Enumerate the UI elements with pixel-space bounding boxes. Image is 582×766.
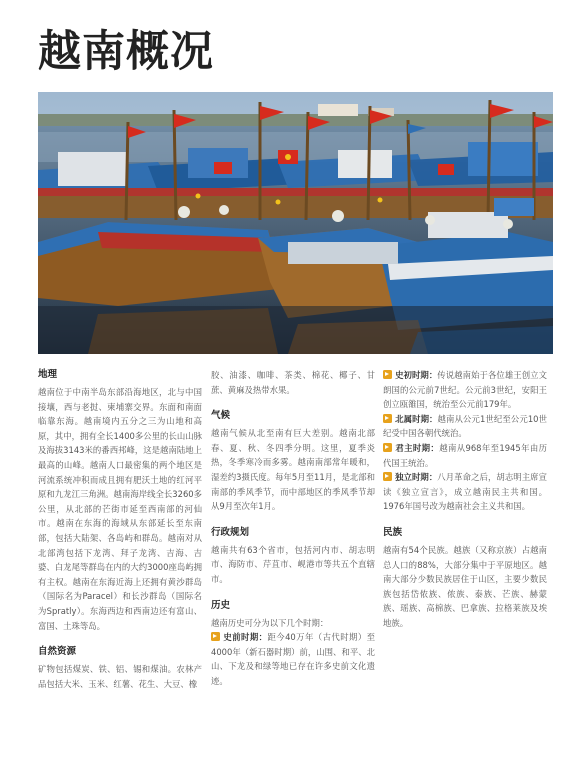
history-intro: 越南历史可分为以下几个时期： [211, 617, 329, 628]
column-1 [38, 368, 202, 691]
ethnic-text: 越南有54个民族。越族（又称京族）占越南总人口的88%，大部分集中于平原地区。越南大部分少数民族居住于山区，主要少数民族包括岱侬族、侬族、泰族、芒族、赫蒙族、瑶族、高棉族、巴拿族、拉格莱族及埃地族。 [383, 544, 547, 628]
section-heading-geography: 地理 [38, 369, 58, 380]
resources-text-part1: 矿物包括煤炭、铁、铝、锡和煤油。农林产品包括大米、玉米、红薯、花生、大豆、橡 [38, 664, 202, 689]
history-item [211, 630, 375, 688]
column-2 [211, 368, 375, 689]
history-item-text: 传说越南始于各位雄王创立文朗国的公元前7世纪。公元前3世纪，安阳王创立瓯雒国，统治至公元前179年。 [383, 370, 548, 410]
history-item-text: 越南从公元1世纪至公元10世纪受中国各朝代统治。 [383, 413, 547, 439]
history-item [383, 470, 547, 514]
history-item-text: 越南从968年至1945年由历代国王统治。 [383, 442, 547, 468]
section-heading-history: 历史 [211, 599, 231, 611]
geography-text: 越南位于中南半岛东部沿海地区，北与中国接壤，西与老挝、柬埔寨交界。东面和南面临靠东海。越南境内五分之三为山地和高原，其中，拥有全长1400多公里的长山山脉及海拔3143米的番西邦峰，这是越南陆地上最高的山峰。越南人口最密集的两个地区是河流系统冲积而成且拥有肥沃土地的红河平原和九龙江三角洲。越南海岸线全长3260多公里，从北部的芒街市延至西南部的河仙市。越南在东海的海域从东部延长至东南部，包括大陆架、各岛屿和群岛。越南对从北部湾包括下龙湾、拜子龙湾、吉海、吉婆、白龙尾等群岛在内的大约3000座岛屿拥有主权。越南在东海近海上还拥有黄沙群岛（国际名为Paracel）和长沙群岛（国际名为Spratly）。东海西边和西南边还有富山、富国、土珠等岛。 [38, 387, 202, 631]
history-item-text: 八月革命之后，胡志明主席宣读《独立宣言》，成立越南民主共和国。1976年国号改为越南社会主义共和国。 [383, 472, 548, 512]
history-item-label: 史前时期： [223, 632, 268, 643]
history-item-label: 史初时期： [395, 370, 438, 380]
section-heading-ethnic: 民族 [383, 526, 403, 538]
section-heading-resources: 自然资源 [38, 646, 77, 658]
content-columns [38, 368, 558, 758]
history-item [383, 368, 547, 412]
section-heading-admin: 行政规划 [211, 526, 250, 538]
arrow-bullet-icon [211, 632, 220, 641]
history-item-label: 君主时期： [395, 442, 440, 453]
history-item-text: 距今40万年（古代时期）至4000年（新石器时期）前，山围、和平、北山、下龙及和绿等地已存在许多史前文化遗迹。 [211, 632, 376, 686]
climate-text: 越南气候从北至南有巨大差别。越南北部春、夏、秋、冬四季分明。这里，夏季炎热，冬季寒冷而多雾。越南南部常年暖和，湿差约3摄氏度。每年5月至11月，是北部和南部的季风季节，而中部地区的季风季节却从9月至次年1月。 [211, 428, 375, 512]
arrow-bullet-icon [383, 472, 392, 481]
harbor-boats-photo [38, 92, 553, 354]
column-3 [383, 368, 547, 631]
page-title: 越南概况 [38, 27, 214, 77]
arrow-bullet-icon [383, 443, 392, 452]
history-item [383, 412, 547, 441]
section-heading-climate: 气候 [211, 410, 231, 422]
resources-text-part2: 胶、油漆、咖啡、茶类、棉花、椰子、甘蔗、黄麻及热带水果。 [211, 370, 375, 395]
history-item-label: 独立时期： [395, 472, 438, 483]
history-item-label: 北属时期： [395, 413, 438, 424]
arrow-bullet-icon [383, 370, 392, 379]
admin-text: 越南共有63个省市，包括河内市、胡志明市、海防市、芹苴市、岘港市等共五个直辖市。 [211, 544, 375, 584]
history-item [383, 441, 547, 470]
arrow-bullet-icon [383, 414, 392, 423]
